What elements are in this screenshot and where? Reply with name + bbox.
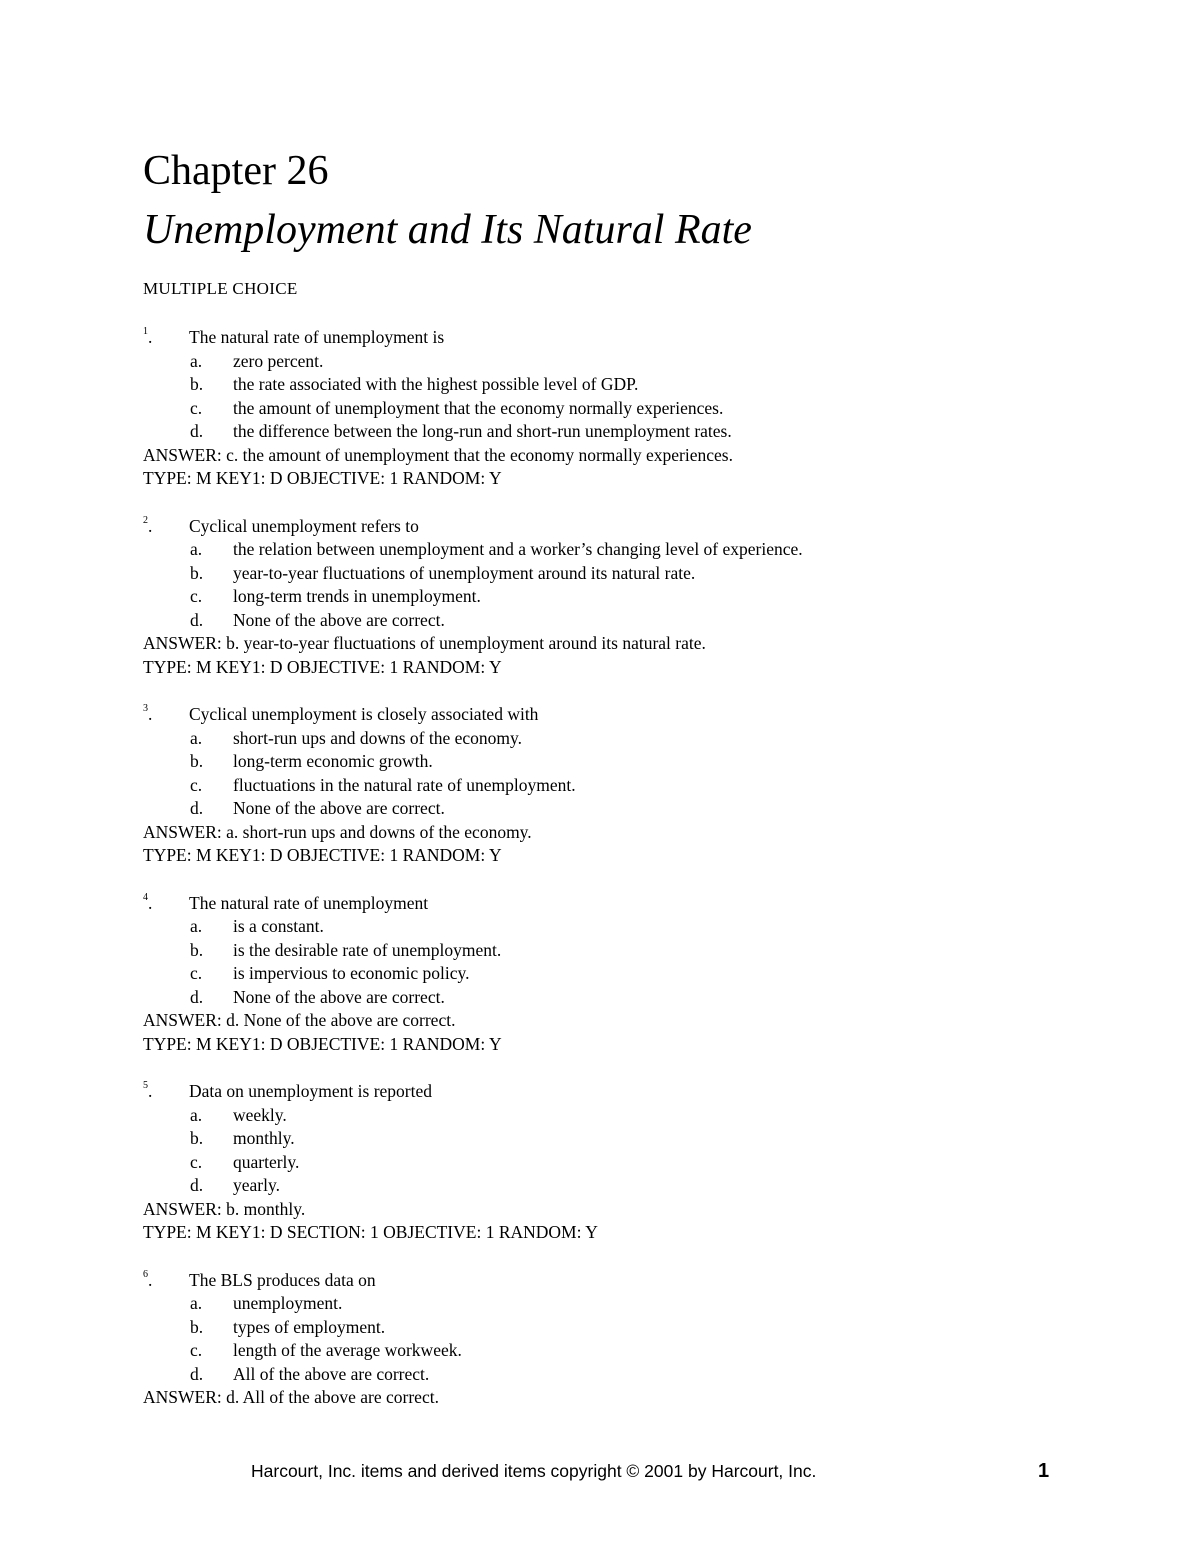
question-item [143, 515, 1143, 680]
answer-choice [143, 1151, 1143, 1175]
question-number-dot: . [148, 892, 153, 913]
choice-text: unemployment. [233, 1293, 343, 1313]
question-number-dot: . [148, 704, 153, 724]
answer-choice [143, 373, 1143, 397]
choice-letter: a. [190, 1293, 203, 1313]
answer-choice [143, 397, 1143, 421]
question-stem [143, 515, 1143, 539]
choice-letter: c. [190, 1340, 203, 1360]
question-item [143, 1269, 1143, 1410]
choice-text: is a constant. [233, 916, 324, 936]
answer-key: ANSWER: b. monthly. [143, 1198, 306, 1219]
choice-text: the rate associated with the highest possible level of GDP. [233, 374, 639, 394]
question-text: Cyclical unemployment is closely associated with [189, 704, 539, 724]
choice-text: types of employment. [233, 1316, 386, 1337]
question-text: The natural rate of unemployment is [189, 327, 445, 347]
question-metadata: TYPE: M KEY1: D OBJECTIVE: 1 RANDOM: Y [143, 468, 502, 488]
choice-letter: d. [190, 798, 204, 818]
page-number: 1 [1038, 1460, 1050, 1482]
answer-choice [143, 1104, 1143, 1128]
choice-letter: b. [190, 1316, 204, 1337]
question-number-dot: . [148, 327, 153, 347]
choice-letter: b. [190, 1128, 204, 1148]
answer-key: ANSWER: d. None of the above are correct. [143, 1010, 456, 1030]
question-number: 3 [143, 703, 148, 714]
choice-text: None of the above are correct. [233, 986, 445, 1007]
choice-text: is the desirable rate of unemployment. [233, 939, 502, 960]
choice-text: zero percent. [233, 350, 324, 371]
choice-text: the relation between unemployment and a worker’s changing level of experience. [233, 539, 803, 559]
choice-text: All of the above are correct. [233, 1363, 430, 1384]
answer-choice [143, 1316, 1143, 1340]
question-metadata: TYPE: M KEY1: D SECTION: 1 OBJECTIVE: 1 RANDOM: Y [143, 1222, 598, 1242]
choice-text: the amount of unemployment that the economy normally experiences. [233, 397, 724, 418]
choice-letter: d. [190, 609, 204, 630]
section-heading: MULTIPLE CHOICE [143, 279, 298, 298]
question-item [143, 892, 1143, 1057]
answer-choice [143, 585, 1143, 609]
question-metadata: TYPE: M KEY1: D OBJECTIVE: 1 RANDOM: Y [143, 1033, 502, 1054]
question-text: The BLS produces data on [189, 1269, 376, 1290]
question-number: 1 [143, 326, 148, 337]
choice-text: quarterly. [233, 1151, 300, 1172]
answer-key: ANSWER: b. year-to-year fluctuations of unemployment around its natural rate. [143, 633, 706, 653]
choice-letter: d. [190, 986, 204, 1007]
answer-choice [143, 1363, 1143, 1387]
choice-letter: c. [190, 1151, 203, 1172]
question-text: Data on unemployment is reported [189, 1081, 432, 1101]
choice-text: weekly. [233, 1104, 287, 1125]
answer-key: ANSWER: a. short-run ups and downs of the economy. [143, 821, 532, 842]
choice-letter: b. [190, 562, 204, 583]
question-stem [143, 892, 1143, 916]
question-number: 5 [143, 1080, 148, 1091]
answer-choice [143, 1127, 1143, 1151]
answer-choice [143, 1339, 1143, 1363]
choice-text: long-term economic growth. [233, 751, 433, 771]
question-stem [143, 326, 1143, 350]
chapter-subtitle: Unemployment and Its Natural Rate [143, 207, 752, 253]
choice-text: length of the average workweek. [233, 1340, 462, 1360]
answer-choice [143, 1174, 1143, 1198]
answer-choice [143, 915, 1143, 939]
choice-letter: a. [190, 539, 203, 559]
question-item [143, 326, 1143, 491]
choice-text: year-to-year fluctuations of unemployment around its natural rate. [233, 562, 696, 583]
question-stem [143, 703, 1143, 727]
choice-text: monthly. [233, 1128, 295, 1148]
answer-choice [143, 774, 1143, 798]
choice-text: fluctuations in the natural rate of unemployment. [233, 774, 576, 795]
question-stem [143, 1080, 1143, 1104]
choice-text: is impervious to economic policy. [233, 963, 470, 983]
choice-text: long-term trends in unemployment. [233, 586, 481, 606]
choice-letter: a. [190, 727, 203, 748]
question-number-dot: . [148, 1081, 153, 1101]
answer-choice [143, 986, 1143, 1010]
question-number-dot: . [148, 1269, 153, 1290]
question-number-dot: . [148, 515, 153, 536]
answer-key: ANSWER: c. the amount of unemployment that the economy normally experiences. [143, 444, 733, 465]
choice-text: None of the above are correct. [233, 798, 445, 818]
choice-text: None of the above are correct. [233, 609, 445, 630]
choice-letter: c. [190, 774, 203, 795]
question-list [143, 326, 1143, 1434]
answer-choice [143, 962, 1143, 986]
question-metadata: TYPE: M KEY1: D OBJECTIVE: 1 RANDOM: Y [143, 845, 502, 865]
question-metadata: TYPE: M KEY1: D OBJECTIVE: 1 RANDOM: Y [143, 656, 502, 677]
answer-choice [143, 727, 1143, 751]
choice-letter: a. [190, 916, 203, 936]
chapter-title: Chapter 26 [143, 148, 329, 194]
question-text: The natural rate of unemployment [189, 892, 429, 913]
choice-letter: d. [190, 1175, 204, 1195]
answer-key: ANSWER: d. All of the above are correct. [143, 1387, 439, 1407]
choice-letter: c. [190, 963, 203, 983]
answer-choice [143, 420, 1143, 444]
question-number: 6 [143, 1268, 148, 1280]
question-number: 2 [143, 514, 148, 526]
answer-choice [143, 350, 1143, 374]
question-item [143, 1080, 1143, 1245]
answer-choice [143, 750, 1143, 774]
answer-choice [143, 562, 1143, 586]
choice-letter: b. [190, 374, 204, 394]
choice-text: yearly. [233, 1175, 280, 1195]
choice-text: short-run ups and downs of the economy. [233, 727, 523, 748]
copyright-notice: Harcourt, Inc. items and derived items copyright © 2001 by Harcourt, Inc. [251, 1461, 817, 1481]
choice-letter: a. [190, 350, 203, 371]
question-text: Cyclical unemployment refers to [189, 515, 419, 536]
choice-text: the difference between the long-run and short-run unemployment rates. [233, 421, 732, 441]
choice-letter: c. [190, 586, 203, 606]
answer-choice [143, 797, 1143, 821]
choice-letter: b. [190, 939, 204, 960]
question-stem [143, 1269, 1143, 1293]
answer-choice [143, 939, 1143, 963]
answer-choice [143, 538, 1143, 562]
choice-letter: c. [190, 397, 203, 418]
page-footer [0, 1457, 1200, 1485]
question-item [143, 703, 1143, 868]
question-number: 4 [143, 891, 148, 903]
answer-choice [143, 1292, 1143, 1316]
choice-letter: d. [190, 1363, 204, 1384]
choice-letter: b. [190, 751, 204, 771]
answer-choice [143, 609, 1143, 633]
choice-letter: d. [190, 421, 204, 441]
choice-letter: a. [190, 1104, 203, 1125]
